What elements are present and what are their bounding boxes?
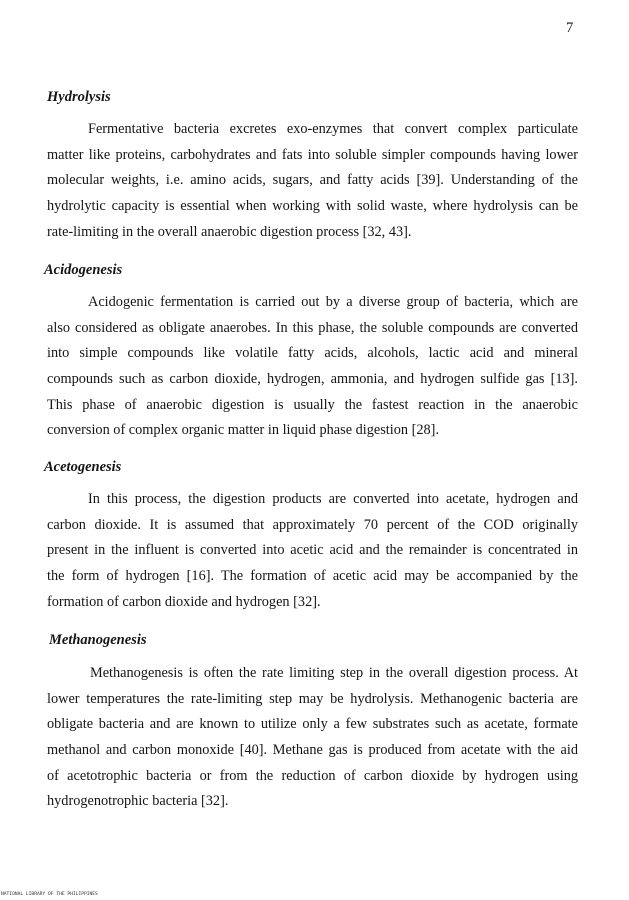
paragraph-hydrolysis bbox=[47, 117, 578, 245]
paragraph-line: Acidogenic fermentation is carried out by a diverse group of bacteria, which are bbox=[88, 294, 578, 310]
page-number: 7 bbox=[566, 20, 574, 36]
paragraph-line: In this process, the digestion products are converted into acetate, hydrogen and bbox=[88, 491, 578, 507]
paragraph-line: into simple compounds like volatile fatty acids, alcohols, lactic acid and mineral bbox=[47, 345, 578, 362]
paragraph-line: also considered as obligate anaerobes. In this phase, the soluble compounds are converted bbox=[47, 319, 578, 336]
paragraph-acetogenesis bbox=[47, 487, 578, 615]
paragraph-line: hydrogenotrophic bacteria [32]. bbox=[47, 793, 229, 810]
paragraph-methanogenesis bbox=[47, 661, 578, 815]
paragraph-line: rate-limiting in the overall anaerobic digestion process [32, 43]. bbox=[47, 223, 412, 240]
paragraph-line: matter like proteins, carbohydrates and fats into soluble simpler compounds having lower bbox=[47, 146, 578, 163]
paragraph-line: present in the influent is converted into acetic acid and the remainder is concentrated in bbox=[47, 542, 578, 559]
paragraph-line: Methanogenesis is often the rate limiting step in the overall digestion process. At bbox=[90, 665, 578, 681]
paragraph-line: conversion of complex organic matter in liquid phase digestion [28]. bbox=[47, 422, 440, 439]
paragraph-line: lower temperatures the rate-limiting step may be hydrolysis. Methanogenic bacteria are bbox=[47, 690, 578, 707]
paragraph-line: Fermentative bacteria excretes exo-enzymes that convert complex particulate bbox=[88, 121, 578, 137]
paragraph-line: molecular weights, i.e. amino acids, sugars, and fatty acids [39]. Understanding of the bbox=[47, 172, 578, 189]
section-heading-acidogenesis: Acidogenesis bbox=[44, 262, 123, 278]
paragraph-line: This phase of anaerobic digestion is usually the fastest reaction in the anaerobic bbox=[47, 396, 578, 413]
paragraph-line: obligate bacteria and are known to utilize only a few substrates such as acetate, formate bbox=[47, 716, 578, 733]
paragraph-line: hydrolytic capacity is essential when working with solid waste, where hydrolysis can be bbox=[47, 198, 578, 215]
paragraph-line: compounds such as carbon dioxide, hydrogen, ammonia, and hydrogen sulfide gas [13]. bbox=[47, 371, 578, 388]
section-heading-hydrolysis: Hydrolysis bbox=[47, 89, 111, 105]
scan-footer-stamp: NATIONAL LIBRARY OF THE PHILIPPINES bbox=[1, 892, 98, 897]
paragraph-line: of acetotrophic bacteria or from the reduction of carbon dioxide by hydrogen using bbox=[47, 767, 578, 784]
paragraph-line: the form of hydrogen [16]. The formation of acetic acid may be accompanied by the bbox=[47, 568, 578, 585]
paragraph-acidogenesis bbox=[47, 290, 578, 444]
section-heading-acetogenesis: Acetogenesis bbox=[44, 459, 122, 475]
section-heading-methanogenesis: Methanogenesis bbox=[49, 632, 147, 648]
paragraph-line: carbon dioxide. It is assumed that approximately 70 percent of the COD originally bbox=[47, 516, 578, 533]
paragraph-line: methanol and carbon monoxide [40]. Methane gas is produced from acetate with the aid bbox=[47, 742, 578, 759]
paragraph-line: formation of carbon dioxide and hydrogen [32]. bbox=[47, 593, 321, 610]
